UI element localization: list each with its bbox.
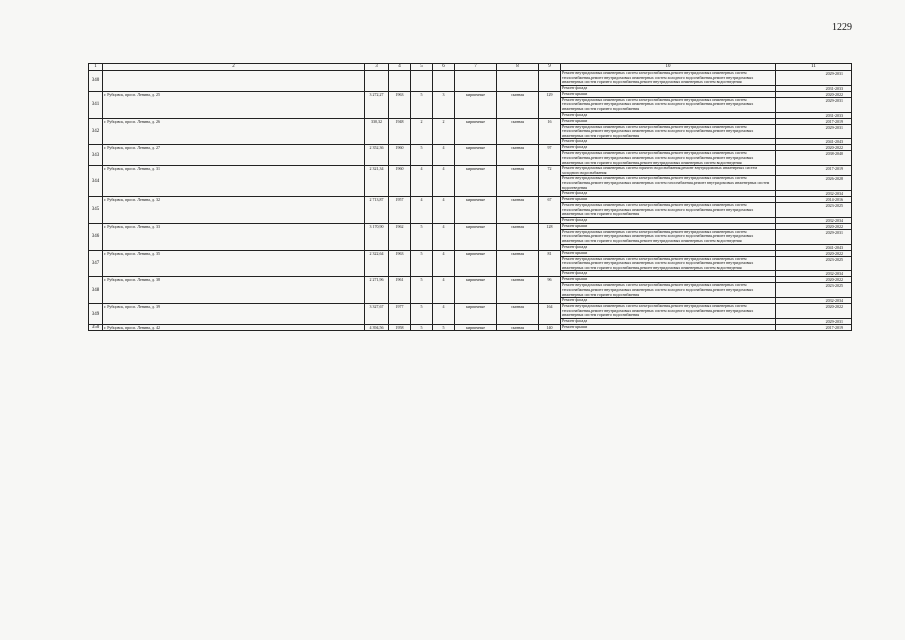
work-period-cell: 2023-2025 [776,256,852,271]
work-type-cell: Ремонт внутридомовых инженерных систем электроснабжения,ремонт внутридомовых инженерных систем теплоснабжения,ремонт внутридомовых инженерных систем холодного водоснабжения,ремонт внутридомовых инженерных систем горячего водоснабжения,ремонт внутридомовых инженерных систем водоотведения [561,71,776,86]
residents-cell: 97 [539,145,561,166]
housing-repair-table [88,63,852,331]
work-period-cell: 2014-2016 [776,197,852,203]
work-period-cell: 2020-2022 [776,304,852,319]
entrances-cell: 4 [433,277,455,304]
entrances-cell: 4 [433,145,455,166]
year-built-cell: 1977 [389,304,411,325]
column-number: 5 [411,64,433,71]
wall-material-cell: кирпичные [455,223,497,250]
residents-cell: 16 [539,118,561,145]
work-period-cell: 2020-2022 [776,91,852,97]
year-built-cell: 1960 [389,145,411,166]
entrances-cell: 5 [433,325,455,331]
entrances-cell: 3 [433,91,455,118]
column-number-row [89,64,852,71]
work-period-cell: 2023-2025 [776,203,852,218]
address-cell [103,71,365,92]
area-cell: 2 322,64 [365,250,389,277]
work-type-cell: Ремонт крыши [561,91,776,97]
year-built-cell: 1962 [389,223,411,250]
work-type-cell: Ремонт внутридомовых инженерных систем электроснабжения,ремонт внутридомовых инженерных систем теплоснабжения,ремонт внутридомовых инженерных систем газоснабжения,ремонт внутридомовых инженерных систем водоотведения [561,176,776,191]
work-period-cell: 2032-2034 [776,217,852,223]
work-type-cell: Ремонт фасада [561,145,776,151]
roof-type-cell: скатная [497,91,539,118]
table-row [89,71,852,86]
area-cell: 2 352,36 [365,145,389,166]
entrances-cell: 4 [433,250,455,277]
address-cell: г. Рубцовск, просп. Ленина, д. 25 [103,91,365,118]
work-period-cell: 2017-2019 [776,166,852,176]
floors-cell: 4 [411,166,433,197]
residents-cell: 164 [539,304,561,325]
year-built-cell: 1948 [389,118,411,145]
work-period-cell: 2029-2031 [776,97,852,112]
area-cell: 3 170,90 [365,223,389,250]
column-number: 9 [539,64,561,71]
column-number: 4 [389,64,411,71]
work-period-cell: 2023-2025 [776,283,852,298]
row-number-cell: 343 [89,145,103,166]
roof-type-cell: скатная [497,223,539,250]
work-type-cell: Ремонт крыши [561,325,776,331]
work-period-cell: 2020-2022 [776,223,852,229]
row-number-cell: 341 [89,91,103,118]
work-period-cell: 2031-2033 [776,85,852,91]
address-cell: г. Рубцовск, просп. Ленина, д. 27 [103,145,365,166]
entrances-cell: 2 [433,118,455,145]
work-type-cell: Ремонт фасада [561,319,776,325]
work-type-cell: Ремонт внутридомовых инженерных систем горячего водоснабжения,ремонт внутридомовых инженерных систем холодного водоснабжения [561,166,776,176]
column-number: 3 [365,64,389,71]
area-cell: 3 272,27 [365,91,389,118]
row-number-cell: 342 [89,118,103,145]
entrances-cell: 4 [433,166,455,197]
year-built-cell: 1963 [389,250,411,277]
address-cell: г. Рубцовск, просп. Ленина, д. 31 [103,166,365,197]
roof-type-cell [497,71,539,92]
work-period-cell: 2031-2033 [776,112,852,118]
residents-cell: 96 [539,277,561,304]
work-type-cell: Ремонт внутридомовых инженерных систем электроснабжения,ремонт внутридомовых инженерных систем теплоснабжения,ремонт внутридомовых инженерных систем холодного водоснабжения,ремонт внутридомовых инженерных систем горячего водоснабжения [561,203,776,218]
floors-cell: 5 [411,145,433,166]
column-number: 11 [776,64,852,71]
floors-cell [411,71,433,92]
area-cell: 2 713,87 [365,197,389,224]
work-period-cell: 2017-2019 [776,118,852,124]
floors-cell: 4 [411,197,433,224]
work-type-cell: Ремонт крыши [561,223,776,229]
work-type-cell: Ремонт крыши [561,250,776,256]
work-period-cell: 2041-2043 [776,139,852,145]
address-cell: г. Рубцовск, просп. Ленина, д. 42 [103,325,365,331]
work-type-cell: Ремонт фасада [561,112,776,118]
work-period-cell: 2041-2043 [776,244,852,250]
work-period-cell: 2029-2031 [776,124,852,139]
row-number-cell: 347 [89,250,103,277]
floors-cell: 5 [411,277,433,304]
floors-cell: 5 [411,250,433,277]
roof-type-cell: скатная [497,304,539,325]
row-number-cell: 350 [89,325,103,331]
year-built-cell: 1958 [389,325,411,331]
work-type-cell: Ремонт фасада [561,271,776,277]
residents-cell: 128 [539,223,561,250]
residents-cell [539,71,561,92]
wall-material-cell: кирпичные [455,118,497,145]
residents-cell: 129 [539,91,561,118]
floors-cell: 2 [411,118,433,145]
area-cell: 2 321,34 [365,166,389,197]
wall-material-cell: кирпичные [455,197,497,224]
work-period-cell: 2020-2022 [776,145,852,151]
floors-cell: 5 [411,304,433,325]
column-number: 1 [89,64,103,71]
work-type-cell: Ремонт внутридомовых инженерных систем электроснабжения,ремонт внутридомовых инженерных систем теплоснабжения,ремонт внутридомовых инженерных систем холодного водоснабжения,ремонт внутридомовых инженерных систем горячего водоснабжения [561,283,776,298]
floors-cell: 5 [411,325,433,331]
address-cell: г. Рубцовск, просп. Ленина, д. 32 [103,197,365,224]
table-row [89,325,852,331]
address-cell: г. Рубцовск, просп. Ленина, д. 38 [103,277,365,304]
entrances-cell: 4 [433,304,455,325]
entrances-cell: 4 [433,197,455,224]
roof-type-cell: скатная [497,166,539,197]
work-type-cell: Ремонт фасада [561,244,776,250]
year-built-cell: 1961 [389,277,411,304]
work-type-cell: Ремонт фасада [561,191,776,197]
roof-type-cell: скатная [497,277,539,304]
entrances-cell: 4 [433,223,455,250]
work-type-cell: Ремонт фасада [561,298,776,304]
column-number: 6 [433,64,455,71]
work-type-cell: Ремонт фасада [561,139,776,145]
work-period-cell: 2017-2019 [776,325,852,331]
residents-cell: 81 [539,250,561,277]
year-built-cell [389,71,411,92]
row-number-cell: 348 [89,277,103,304]
row-number-cell: 344 [89,166,103,197]
floors-cell: 5 [411,91,433,118]
work-period-cell: 2029-2031 [776,71,852,86]
roof-type-cell: скатная [497,118,539,145]
year-built-cell: 1957 [389,197,411,224]
column-number: 8 [497,64,539,71]
work-period-cell: 2026-2028 [776,176,852,191]
area-cell: 330,32 [365,118,389,145]
work-type-cell: Ремонт внутридомовых инженерных систем электроснабжения,ремонт внутридомовых инженерных систем теплоснабжения,ремонт внутридомовых инженерных систем холодного водоснабжения,ремонт внутридомовых инженерных систем горячего водоснабжения [561,304,776,319]
year-built-cell: 1960 [389,166,411,197]
work-type-cell: Ремонт крыши [561,197,776,203]
address-cell: г. Рубцовск, просп. Ленина, д. 33 [103,223,365,250]
address-cell: г. Рубцовск, просп. Ленина, д. 39 [103,304,365,325]
roof-type-cell: скатная [497,325,539,331]
table-row [89,304,852,319]
table-row [89,166,852,176]
work-period-cell: 2020-2022 [776,250,852,256]
wall-material-cell: кирпичные [455,166,497,197]
roof-type-cell: скатная [497,250,539,277]
work-period-cell: 2029-2031 [776,229,852,244]
row-number-cell: 346 [89,223,103,250]
work-type-cell: Ремонт внутридомовых инженерных систем электроснабжения,ремонт внутридомовых инженерных систем теплоснабжения,ремонт внутридомовых инженерных систем холодного водоснабжения,ремонт внутридомовых инженерных систем горячего водоснабжения [561,97,776,112]
work-type-cell: Ремонт внутридомовых инженерных систем электроснабжения,ремонт внутридомовых инженерных систем теплоснабжения,ремонт внутридомовых инженерных систем холодного водоснабжения,ремонт внутридомовых инженерных систем горячего водоснабжения,ремонт внутридомовых инженерных систем водоотведения [561,229,776,244]
work-type-cell: Ремонт крыши [561,118,776,124]
work-period-cell: 2020-2022 [776,277,852,283]
row-number-cell: 349 [89,304,103,325]
area-cell: 3 327,67 [365,304,389,325]
column-number: 7 [455,64,497,71]
row-number-cell: 340 [89,71,103,92]
row-number-cell: 345 [89,197,103,224]
address-cell: г. Рубцовск, просп. Ленина, д. 35 [103,250,365,277]
area-cell: 4 394,56 [365,325,389,331]
work-type-cell: Ремонт фасада [561,85,776,91]
roof-type-cell: скатная [497,145,539,166]
work-type-cell: Ремонт внутридомовых инженерных систем электроснабжения,ремонт внутридомовых инженерных систем теплоснабжения,ремонт внутридомовых инженерных систем холодного водоснабжения,ремонт внутридомовых инженерных систем горячего водоснабжения,ремонт внутридомовых инженерных систем водоотведения [561,151,776,166]
work-period-cell: 2032-2034 [776,191,852,197]
column-number: 2 [103,64,365,71]
year-built-cell: 1963 [389,91,411,118]
work-type-cell: Ремонт фасада [561,217,776,223]
work-period-cell: 2038-2040 [776,151,852,166]
wall-material-cell: кирпичные [455,304,497,325]
page-number: 1229 [832,22,852,33]
residents-cell: 67 [539,197,561,224]
wall-material-cell: кирпичные [455,277,497,304]
column-number: 10 [561,64,776,71]
work-type-cell: Ремонт крыши [561,277,776,283]
work-period-cell: 2029-2031 [776,319,852,325]
wall-material-cell: кирпичные [455,325,497,331]
work-period-cell: 2032-2034 [776,271,852,277]
wall-material-cell: кирпичные [455,91,497,118]
work-period-cell: 2032-2034 [776,298,852,304]
work-type-cell: Ремонт внутридомовых инженерных систем электроснабжения,ремонт внутридомовых инженерных систем теплоснабжения,ремонт внутридомовых инженерных систем холодного водоснабжения,ремонт внутридомовых инженерных систем горячего водоснабжения,ремонт внутридомовых инженерных систем водоотведения [561,256,776,271]
wall-material-cell: кирпичные [455,145,497,166]
wall-material-cell [455,71,497,92]
address-cell: г. Рубцовск, просп. Ленина, д. 26 [103,118,365,145]
work-type-cell: Ремонт внутридомовых инженерных систем электроснабжения,ремонт внутридомовых инженерных систем теплоснабжения,ремонт внутридомовых инженерных систем холодного водоснабжения,ремонт внутридомовых инженерных систем горячего водоснабжения [561,124,776,139]
entrances-cell [433,71,455,92]
wall-material-cell: кирпичные [455,250,497,277]
floors-cell: 5 [411,223,433,250]
residents-cell: 140 [539,325,561,331]
area-cell [365,71,389,92]
residents-cell: 72 [539,166,561,197]
roof-type-cell: скатная [497,197,539,224]
area-cell: 2 271,96 [365,277,389,304]
